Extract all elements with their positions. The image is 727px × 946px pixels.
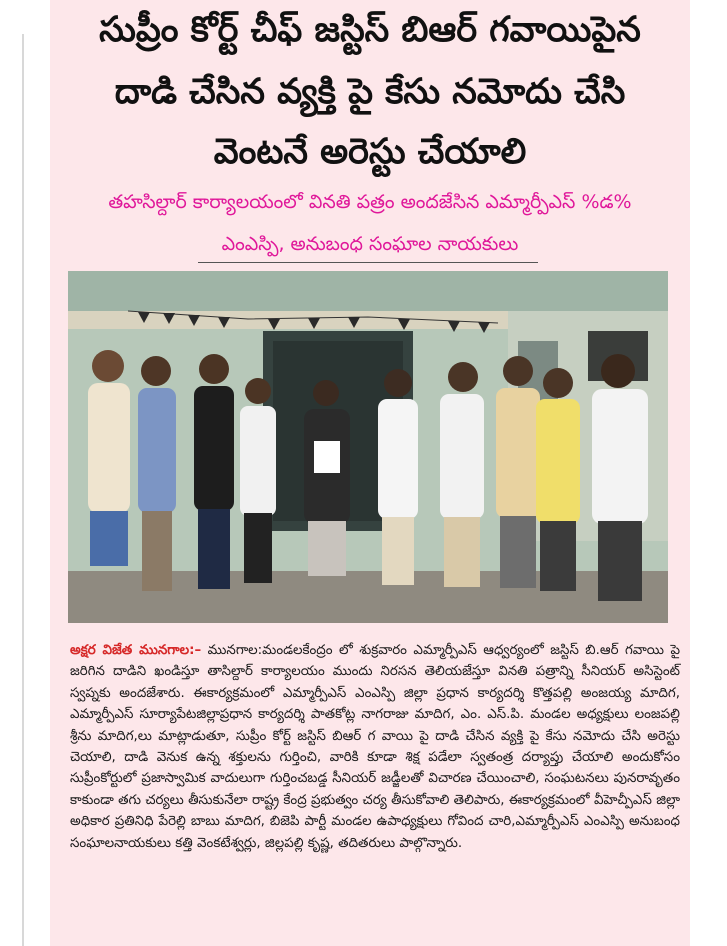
- headline-line-2: దాడి చేసిన వ్యక్తి పై కేసు నమోదు చేసి: [114, 72, 626, 112]
- subheadline-line-2: ఎంఎస్పి, అనుబంధ సంఘాల నాయకులు: [221, 233, 519, 255]
- article-body-text: మునగాల:మండలకేంద్రం లో శుక్రవారం ఎమ్మార్పీఎస్ ఆధ్వర్యంలో జస్టిస్ బి.ఆర్ గవాయి పై జరిగిన దాడిని ఖండిస్తూ తాసిల్దార్ కార్యాలయం ముందు నిరసన తెలియజేస్తూ వినతి పత్రాన్ని సీనియర్ అసిస్టెంట్ స్వప్నకు అందజేశారు. ఈకార్యక్రమంలో ఎమ్మార్పీఎస్ ఎంఎస్పి జిల్లా ప్రధాన కార్యదర్శి కొత్తపల్లి అంజయ్య మాదిగ, ఎమ్మార్పీఎస్ సూర్యాపేటజిల్లాప్రధాన కార్యదర్శి పాతకోట్ల నాగరాజు మాదిగ, ఎం. ఎస్.పి. మండల అధ్యక్షులు లంజపల్లి శ్రీను మాదిగ,లు మాట్లాడుతూ, సుప్రీం కోర్ట్ జస్టిస్ బిఆర్ గ వాయి పై దాడి చేసిన వ్యక్తి పై కేసు నమోదు చేసి అరెస్టు చెయాలి, దాడి వెనుక ఉన్న శక్తులను గుర్తించి, వారికి కూడా శిక్ష పడేలా స్వతంత్ర దర్యాప్తు చేయాలి అందుకోసం సుప్రీంకోర్టులో ప్రజాస్వామిక వాదులుగా గుర్తించబడ్డ సీనియర్ జడ్జీలతో విచారణ చేయించాలి, సంఘటనలు పునరావృతం కాకుండా తగు చర్యలు తీసుకునేలా రాష్ట్ర కేంద్ర ప్రభుత్వం చర్య తీసుకోవాలి తెలిపారు, ఈకార్యక్రమంలో వీహెచ్పీఎస్ జిల్లా అధికార ప్రతినిధి పేరెల్లి బాబు మాదిగ, బిజెపి పార్టీ మండల ఉపాధ్యక్షులు గోవింద చారి,ఎమ్మార్పీఎస్ ఎంఎస్పి అనుబంధ సంఘాలనాయకులు కత్తి వెంకటేశ్వర్లు, జిల్లపల్లి కృష్ణ, తదితరులు పాల్గొన్నారు.: [70, 643, 680, 851]
- news-article: [50, 0, 690, 946]
- page-margin-rule: [22, 34, 24, 946]
- group-photo: [68, 271, 668, 623]
- article-byline: అక్షర విజేత మునగాల:–: [70, 643, 202, 658]
- subheadline-underline: [198, 262, 538, 263]
- subheadline-line-1: తహసిల్దార్ కార్యాలయంలో వినతి పత్రం అందజేసిన ఎమ్మార్పీఎస్ %డ%: [108, 191, 632, 213]
- headline-line-1: సుప్రీం కోర్ట్ చీఫ్ జస్టిస్ బిఆర్ గవాయిపైన: [99, 10, 641, 50]
- headline-line-3: వెంటనే అరెస్టు చేయాలి: [213, 132, 527, 172]
- article-body: [70, 640, 680, 854]
- headline: [50, 0, 690, 180]
